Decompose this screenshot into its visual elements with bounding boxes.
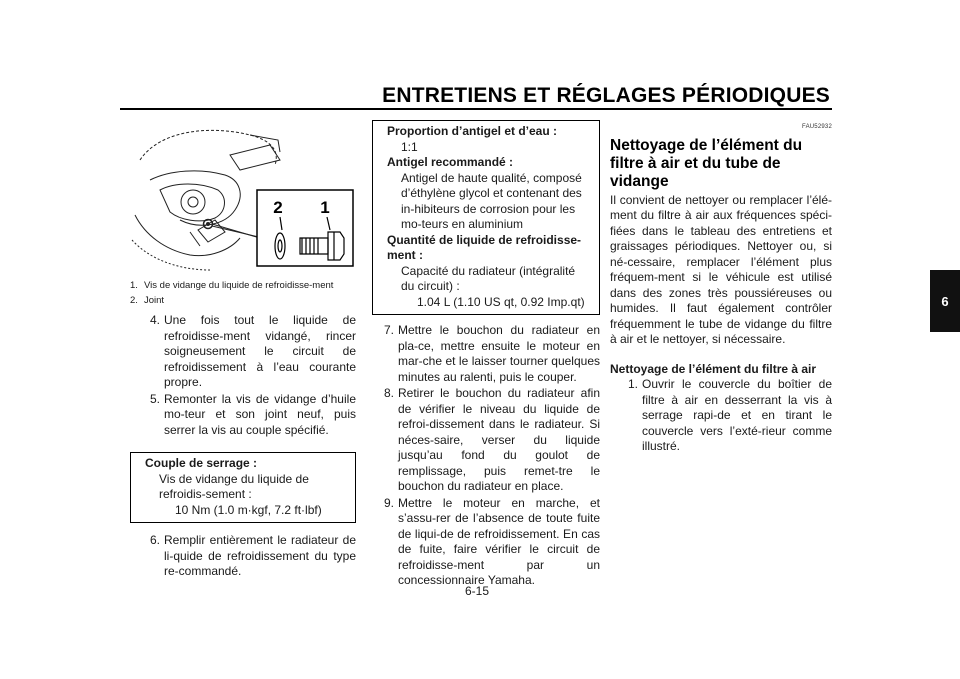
step-item: 6. Remplir entièrement le radiateur de li-quide de refroidissement du type re-commandé. xyxy=(149,533,356,578)
chapter-tab: 6 xyxy=(930,270,960,332)
column-middle xyxy=(372,120,600,590)
steps-list xyxy=(130,313,356,438)
engine-drain-illustration xyxy=(130,120,356,275)
header-rule xyxy=(120,108,832,110)
column-left xyxy=(130,120,356,581)
callout-1: 1 xyxy=(320,198,330,217)
page-number: 6-15 xyxy=(465,584,490,598)
step-item: 9. Mettre le moteur en marche, et s’assu-rer de l’absence de toute fuite de liqui-de de refroidissement. En cas de fuite, faire vérifier le circuit de refroidisse-ment par un concessionnaire Yamaha. xyxy=(383,495,600,587)
figure-caption xyxy=(130,280,356,307)
torque-spec-box: Couple de serrage : Vis de vidange du liquide de refroidis-sement : 10 Nm (1.0 m·kgf, 7.2 ft·lbf) xyxy=(130,452,356,523)
column-right xyxy=(610,120,832,456)
step-item: 1. Ouvrir le couvercle du boîtier de filtre à air en desserrant la vis à serrage rapi-de et en tirant le couvercle vers l’exté-rieur comme illustré. xyxy=(627,377,832,453)
step-item: 5. Remonter la vis de vidange d’huile mo-teur et son joint neuf, puis serrer la vis au couple spécifié. xyxy=(149,391,356,437)
step-item: 8. Retirer le bouchon du radiateur afin de vérifier le niveau du liquide de refroi-dissement dans le radiateur. Si néces-saire, verser du liquide jusqu’au fond du goulot de remplissage, puis remet-tre le bouchon du radiateur en place. xyxy=(383,386,600,493)
section-paragraph: Il convient de nettoyer ou remplacer l’élé-ment du filtre à air aux fréquences spéci-fiées dans le tableau des entretiens et graissages périodiques. Nettoyer ou, si né-cessaire, remplacer l’élément plus fréquem-ment si le véhicule est utilisé dans des zones très poussiéreuses ou humides. Il faut également contrôler fréquemment le tube de vidange du filtre à air et le nettoyer, si nécessaire. xyxy=(610,192,832,346)
callout-2: 2 xyxy=(273,198,283,217)
caption-item: 1. Vis de vidange du liquide de refroidisse-ment xyxy=(130,280,334,291)
coolant-spec-box: Proportion d’antigel et d’eau : 1:1 Antigel recommandé : Antigel de haute qualité, composé d’éthylène glycol et contenant des in-hibiteurs de corrosion pour les mo-teurs en aluminium Quantité de liquide de refroidisse-ment : Capacité du radiateur (intégralité du circuit) : 1.04 L (1.10 US qt, 0.92 Imp.qt) xyxy=(372,120,600,315)
reference-code: FAU52932 xyxy=(802,124,832,130)
section-title: Nettoyage de l’élément du filtre à air et du tube de vidange xyxy=(610,136,803,190)
page-header-title: ENTRETIENS ET RÉGLAGES PÉRIODIQUES xyxy=(382,84,830,107)
step-item: 7. Mettre le bouchon du radiateur en pla-ce, mettre ensuite le moteur en mar-che et le laisser tourner quelques minutes au ralenti, puis le couper. xyxy=(383,323,600,384)
steps-list xyxy=(372,323,600,589)
coolant-drain-figure xyxy=(130,120,356,275)
step-item: 4. Une fois tout le liquide de refroidisse-ment vidangé, rincer soigneusement le circuit de refroidissement à l’eau courante propre. xyxy=(149,313,356,389)
caption-item: 2. Joint xyxy=(130,295,165,306)
subsection-heading: Nettoyage de l’élément du filtre à air xyxy=(610,361,817,376)
